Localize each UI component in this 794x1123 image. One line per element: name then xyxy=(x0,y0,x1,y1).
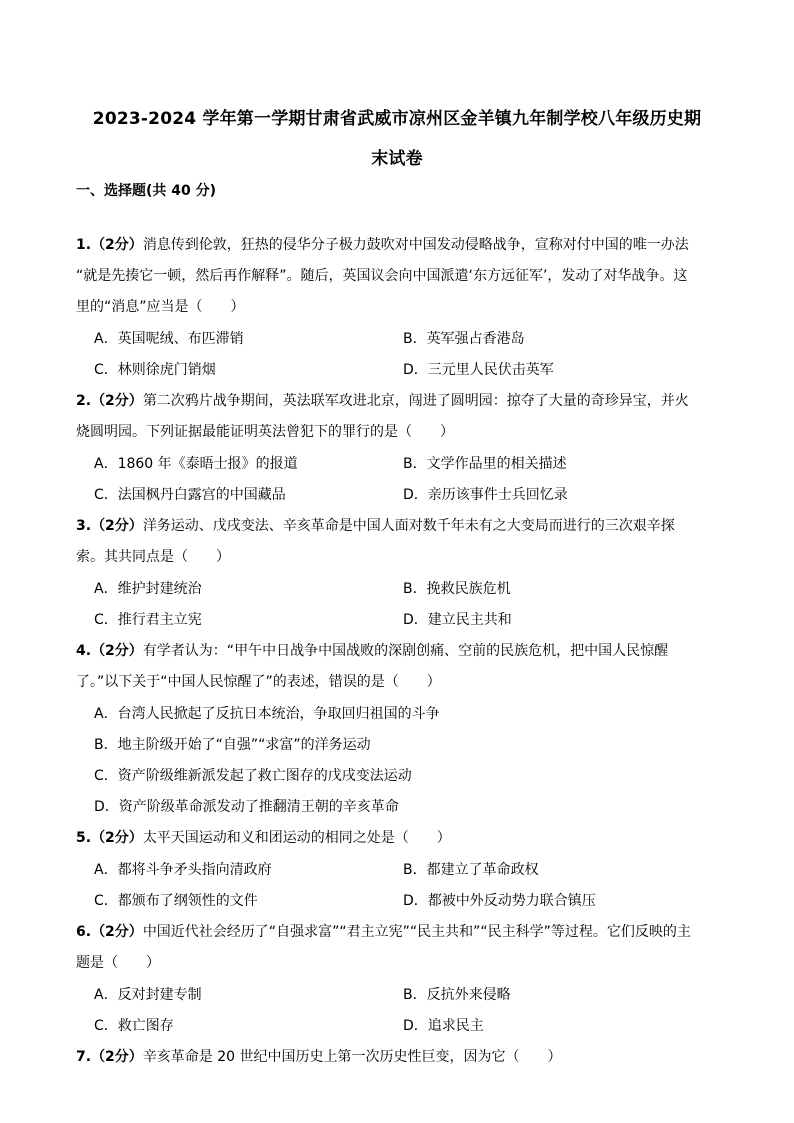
question-6-option-d: D．追求民主 xyxy=(403,1018,484,1034)
question-3-option-a: A．维护封建统治 xyxy=(94,581,202,597)
question-6-line-1 xyxy=(76,923,691,941)
question-1-option-d: D．三元里人民伏击英军 xyxy=(403,362,554,378)
question-3-option-b: B．挽救民族危机 xyxy=(403,581,511,597)
question-3-line-2: 索。其共同点是（ ） xyxy=(76,549,230,565)
question-1-line-3: 里的“消息”应当是（ ） xyxy=(76,299,245,315)
question-5-option-d: D．都被中外反动势力联合镇压 xyxy=(403,893,596,909)
question-3-option-d: D．建立民主共和 xyxy=(403,612,512,628)
question-2-option-b: B．文学作品里的相关描述 xyxy=(403,456,567,472)
question-5-option-a: A．都将斗争矛头指向清政府 xyxy=(94,862,272,878)
question-score: （2分） xyxy=(91,237,143,253)
exam-title-line-2: 末试卷 xyxy=(371,149,423,169)
question-5-option-b: B．都建立了革命政权 xyxy=(403,862,539,878)
question-number: 6. xyxy=(76,924,92,940)
question-7-line-1 xyxy=(76,1048,562,1066)
question-score: （2分） xyxy=(91,518,143,534)
question-6-line-2: 题是（ ） xyxy=(76,955,160,971)
question-1-option-a: A．英国呢绒、布匹滞销 xyxy=(94,331,244,347)
question-number: 7. xyxy=(76,1049,92,1065)
question-4-option-c: C．资产阶级维新派发起了救亡图存的戊戌变法运动 xyxy=(94,768,412,784)
question-4-option-d: D．资产阶级革命派发动了推翻清王朝的辛亥革命 xyxy=(94,799,399,815)
question-3-line-1 xyxy=(76,517,675,535)
question-score: （2分） xyxy=(91,393,143,409)
question-number: 2. xyxy=(76,393,92,409)
question-score: （2分） xyxy=(91,1049,143,1065)
question-number: 5. xyxy=(76,830,92,846)
question-4-option-b: B．地主阶级开始了“自强”“求富”的洋务运动 xyxy=(94,737,371,753)
question-number: 1. xyxy=(76,237,92,253)
exam-title-line-1: 2023-2024 学年第一学期甘肃省武威市凉州区金羊镇九年制学校八年级历史期 xyxy=(92,109,702,129)
question-2-line-1 xyxy=(76,392,689,410)
question-text: 有学者认为：“甲午中日战争中国战败的深剧创痛、空前的民族危机，把中国人民惊醒 xyxy=(142,643,669,659)
question-score: （2分） xyxy=(91,830,143,846)
question-number: 4. xyxy=(76,643,92,659)
section-heading: 一、选择题(共 40 分) xyxy=(76,183,217,199)
question-1-option-b: B．英军强占香港岛 xyxy=(403,331,525,347)
question-1-line-2: “就是先揍它一顿，然后再作解释”。随后，英国议会向中国派遣‘东方远征军’，发动了对华战争。这 xyxy=(76,268,688,284)
question-2-option-a: A．1860 年《泰晤士报》的报道 xyxy=(94,456,298,472)
question-score: （2分） xyxy=(91,643,143,659)
question-2-line-2: 烧圆明园。下列证据最能证明英法曾犯下的罪行的是（ ） xyxy=(76,424,454,440)
question-score: （2分） xyxy=(91,924,143,940)
question-5-option-c: C．都颁布了纲领性的文件 xyxy=(94,893,258,909)
question-4-line-1 xyxy=(76,642,668,660)
question-5-line-1 xyxy=(76,829,451,847)
question-6-option-b: B．反抗外来侵略 xyxy=(403,987,511,1003)
question-2-option-c: C．法国枫丹白露宫的中国藏品 xyxy=(94,487,286,503)
question-text: 太平天国运动和义和团运动的相同之处是（ ） xyxy=(142,830,451,846)
question-1-line-1 xyxy=(76,236,689,254)
question-2-option-d: D．亲历该事件士兵回忆录 xyxy=(403,487,568,503)
question-4-option-a: A．台湾人民掀起了反抗日本统治，争取回归祖国的斗争 xyxy=(94,706,440,722)
question-number: 3. xyxy=(76,518,92,534)
question-1-option-c: C．林则徐虎门销烟 xyxy=(94,362,216,378)
question-text: 辛亥革命是 20 世纪中国历史上第一次历史性巨变，因为它（ ） xyxy=(142,1049,562,1065)
question-4-line-2: 了。”以下关于“中国人民惊醒了”的表述，错误的是（ ） xyxy=(76,674,441,690)
question-3-option-c: C．推行君主立宪 xyxy=(94,612,202,628)
question-text: 洋务运动、戊戌变法、辛亥革命是中国人面对数千年未有之大变局而进行的三次艰辛探 xyxy=(142,518,675,534)
question-6-option-c: C．救亡图存 xyxy=(94,1018,174,1034)
question-text: 消息传到伦敦，狂热的侵华分子极力鼓吹对中国发动侵略战争，宣称对付中国的唯一办法 xyxy=(142,237,689,253)
question-text: 中国近代社会经历了“自强求富”“君主立宪”“民主共和”“民主科学”等过程。它们反映的主 xyxy=(142,924,691,940)
question-6-option-a: A．反对封建专制 xyxy=(94,987,202,1003)
question-text: 第二次鸦片战争期间，英法联军攻进北京，闯进了圆明园：掠夺了大量的奇珍异宝，并火 xyxy=(142,393,689,409)
